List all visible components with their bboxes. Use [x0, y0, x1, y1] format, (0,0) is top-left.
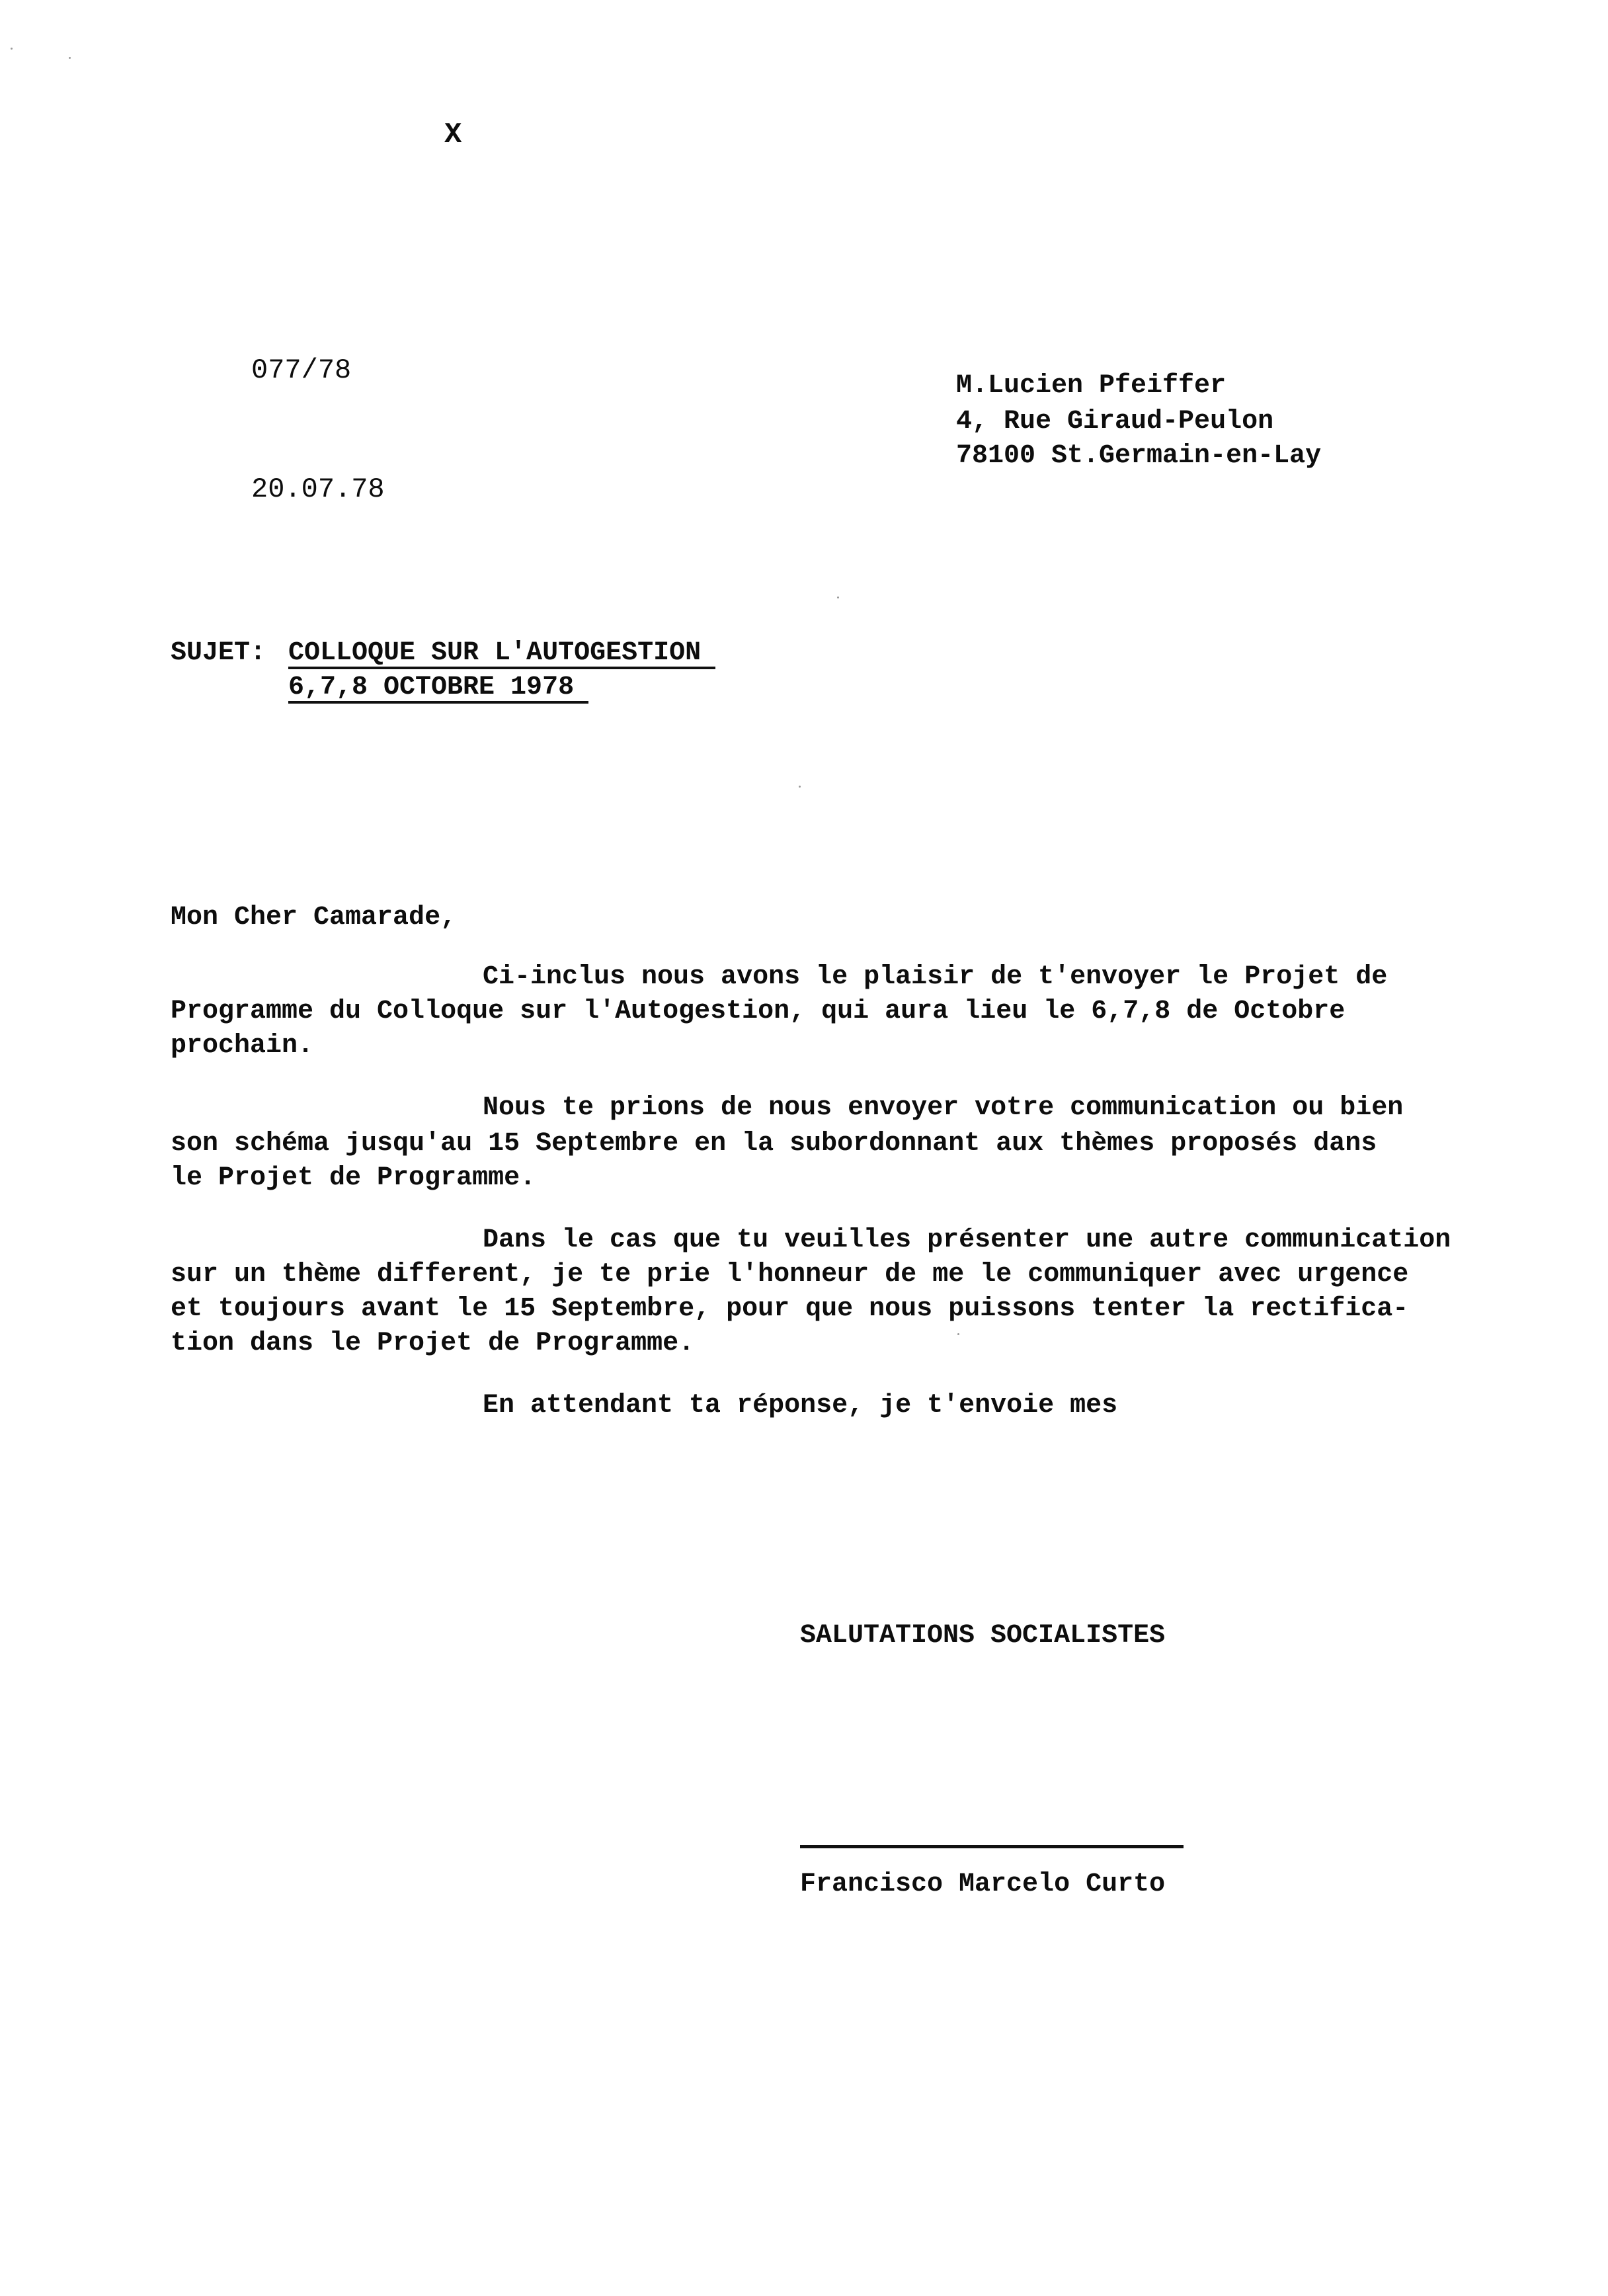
body-line: Programme du Colloque sur l'Autogestion, qui aura lieu le 6,7,8 de Octobre [171, 997, 1346, 1026]
recipient-name: M.Lucien Pfeiffer [956, 371, 1226, 401]
body-line: et toujours avant le 15 Septembre, pour que nous puissons tenter la rectifica- [171, 1294, 1409, 1324]
scan-speck [837, 596, 839, 598]
subject-label: SUJET: [171, 638, 266, 668]
reference-number: 077/78 [251, 354, 352, 386]
letter-date: 20.07.78 [251, 473, 385, 505]
file-mark: X [444, 118, 462, 151]
body-line: Nous te prions de nous envoyer votre communication ou bien [483, 1093, 1404, 1123]
subject-line-1: COLLOQUE SUR L'AUTOGESTION [288, 638, 702, 668]
body-line: Dans le cas que tu veuilles présenter une autre communication [483, 1225, 1451, 1255]
subject-underline-1 [288, 667, 715, 669]
subject-underline-2 [288, 701, 588, 704]
subject-line-2: 6,7,8 OCTOBRE 1978 [288, 673, 575, 702]
recipient-street: 4, Rue Giraud-Peulon [956, 407, 1274, 436]
body-line: prochain. [171, 1031, 314, 1061]
closing-salutation: SALUTATIONS SOCIALISTES [800, 1621, 1166, 1651]
signature-line [800, 1845, 1184, 1848]
scan-speck [957, 1333, 959, 1335]
body-line: Ci-inclus nous avons le plaisir de t'envoyer le Projet de [483, 962, 1388, 992]
scan-speck [11, 48, 13, 50]
scan-speck [69, 57, 71, 59]
signer-name: Francisco Marcelo Curto [800, 1869, 1166, 1899]
body-line: En attendant ta réponse, je t'envoie mes [483, 1391, 1118, 1420]
body-line: le Projet de Programme. [171, 1163, 536, 1193]
body-line: son schéma jusqu'au 15 Septembre en la subordonnant aux thèmes proposés dans [171, 1129, 1377, 1159]
salutation-greeting: Mon Cher Camarade, [171, 903, 457, 932]
body-line: tion dans le Projet de Programme. [171, 1329, 695, 1358]
body-line: sur un thème different, je te prie l'honneur de me le communiquer avec urgence [171, 1260, 1409, 1290]
scan-speck [799, 786, 801, 788]
recipient-city: 78100 St.Germain-en-Lay [956, 441, 1322, 471]
